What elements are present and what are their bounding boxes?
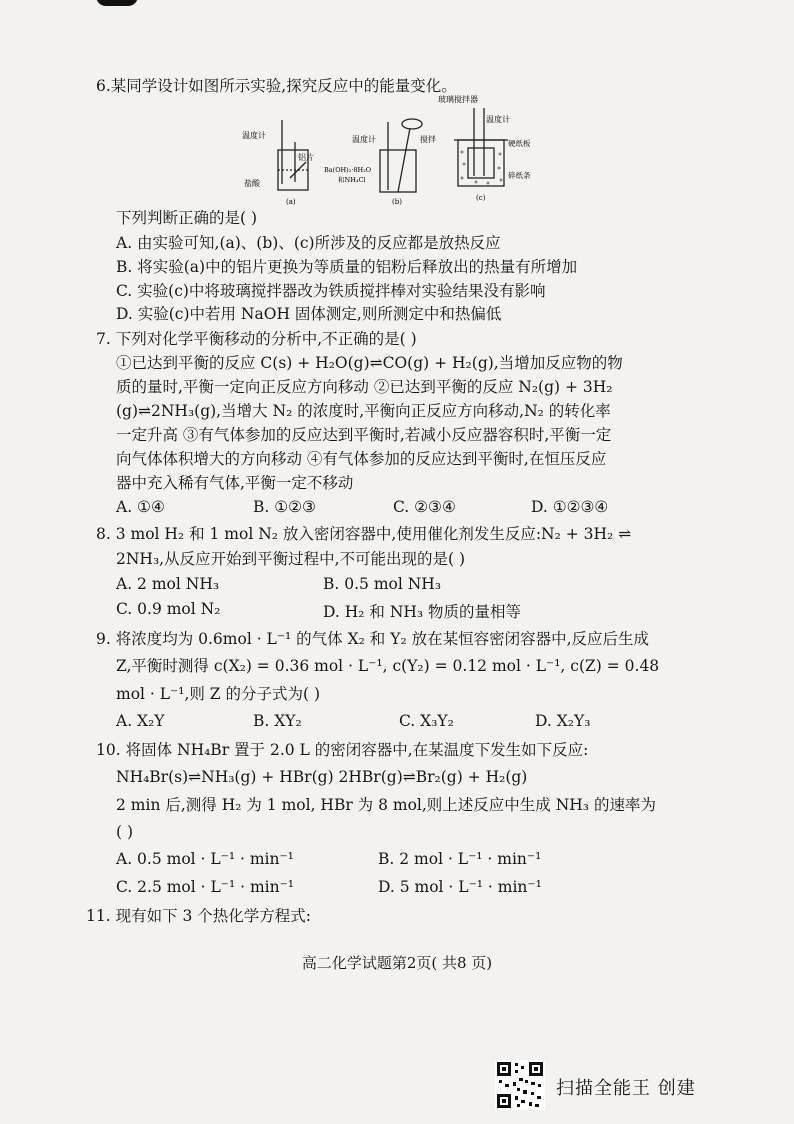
q7-line: 向气体体积增大的方向移动 ④有气体参加的反应达到平衡时,在恒压反应 [116,450,607,468]
q11-stem: 11. 现有如下 3 个热化学方程式: [86,907,312,925]
q6-option-d: D. 实验(c)中若用 NaOH 固体测定,则所测定中和热偏低 [116,305,502,323]
q8-option-a: A. 2 mol NH₃ [116,575,220,593]
q10-line: ( ) [116,823,134,841]
q8-option-d: D. H₂ 和 NH₃ 物质的量相等 [323,603,522,621]
q9-line: Z,平衡时测得 c(X₂) = 0.36 mol · L⁻¹, c(Y₂) = 0.12 mol · L⁻¹, c(Z) = 0.48 [116,657,660,675]
fig-board: 硬纸板 [508,139,531,148]
fig-glass-stirrer: 玻璃搅拌器 [438,95,478,104]
q6-option-c: C. 实验(c)中将玻璃搅拌器改为铁质搅拌棒对实验结果没有影响 [116,282,546,300]
q7-option-b: B. ①②③ [253,498,316,516]
fig-thermometer-a: 温度计 [242,131,266,140]
page-footer: 高二化学试题第2页( 共8 页) [301,954,493,972]
qr-code-icon [495,1060,545,1110]
q7-line: 质的量时,平衡一定向正反应方向移动 ②已达到平衡的反应 N₂(g) + 3H₂ [116,378,613,396]
q6-option-b: B. 将实验(a)中的铝片更换为等质量的铝粉后释放出的热量有所增加 [116,258,578,276]
q7-stem: 7. 下列对化学平衡移动的分析中,不正确的是( ) [96,330,417,348]
q9-line: 9. 将浓度均为 0.6mol · L⁻¹ 的气体 X₂ 和 Y₂ 放在某恒容密闭容器中,反应后生成 [96,630,650,648]
q6-figure [240,92,540,212]
q9-option-a: A. X₂Y [116,712,165,730]
q10-option-c: C. 2.5 mol · L⁻¹ · min⁻¹ [116,878,295,896]
fig-reagent-b2: 和NH₄Cl [338,176,366,184]
q7-line: 一定升高 ③有气体参加的反应达到平衡时,若减小反应器容积时,平衡一定 [116,426,612,444]
fig-thermometer-c: 温度计 [486,115,510,124]
q9-option-c: C. X₃Y₂ [399,712,454,730]
fig-thermometer-b: 温度计 [352,135,376,144]
q9-option-b: B. XY₂ [253,712,302,730]
q10-line: 2 min 后,测得 H₂ 为 1 mol, HBr 为 8 mol,则上述反应中生成 NH₃ 的速率为 [116,796,656,814]
q8-line: 2NH₃,从反应开始到平衡过程中,不可能出现的是( ) [116,550,466,568]
fig-aluminum: 铝片 [298,153,314,162]
fig-paper: 碎纸条 [508,171,531,180]
fig-stir-b: 搅拌 [420,135,436,144]
q8-line: 8. 3 mol H₂ 和 1 mol N₂ 放入密闭容器中,使用催化剂发生反应:N₂ + 3H₂ ⇌ [96,525,632,543]
q6-prompt: 下列判断正确的是( ) [116,209,258,227]
q7-option-d: D. ①②③④ [531,498,609,516]
q10-line: NH₄Br(s)⇌NH₃(g) + HBr(g) 2HBr(g)⇌Br₂(g) + H₂(g) [116,768,528,786]
fig-caption-c: (c) [476,194,486,202]
q7-line: ①已达到平衡的反应 C(s) + H₂O(g)⇌CO(g) + H₂(g),当增加反应物的物 [116,354,623,372]
q6-option-a: A. 由实验可知,(a)、(b)、(c)所涉及的反应都是放热反应 [116,234,501,252]
q7-line: (g)⇌2NH₃(g),当增大 N₂ 的浓度时,平衡向正反应方向移动,N₂ 的转化率 [116,402,611,420]
q8-option-c: C. 0.9 mol N₂ [116,600,221,618]
scan-mark [96,0,138,6]
q6-stem: 6.某同学设计如图所示实验,探究反应中的能量变化。 [96,77,457,95]
q10-option-b: B. 2 mol · L⁻¹ · min⁻¹ [378,850,542,868]
q9-line: mol · L⁻¹,则 Z 的分子式为( ) [116,685,321,703]
q10-line: 10. 将固体 NH₄Br 置于 2.0 L 的密闭容器中,在某温度下发生如下反应: [96,741,589,759]
q10-option-a: A. 0.5 mol · L⁻¹ · min⁻¹ [116,850,294,868]
experiment-apparatus-diagram [240,92,540,212]
q8-option-b: B. 0.5 mol NH₃ [323,575,442,593]
fig-reagent-b1: Ba(OH)₂·8H₂O [324,166,372,174]
scanner-watermark: 扫描全能王 创建 [556,1078,696,1099]
fig-acid: 盐酸 [244,179,260,188]
q7-option-c: C. ②③④ [393,498,456,516]
q9-option-d: D. X₂Y₃ [535,712,591,730]
fig-caption-b: (b) [392,198,402,206]
q7-option-a: A. ①④ [116,498,165,516]
q10-option-d: D. 5 mol · L⁻¹ · min⁻¹ [378,878,542,896]
fig-caption-a: (a) [286,198,296,206]
q7-line: 器中充入稀有气体,平衡一定不移动 [116,474,354,492]
